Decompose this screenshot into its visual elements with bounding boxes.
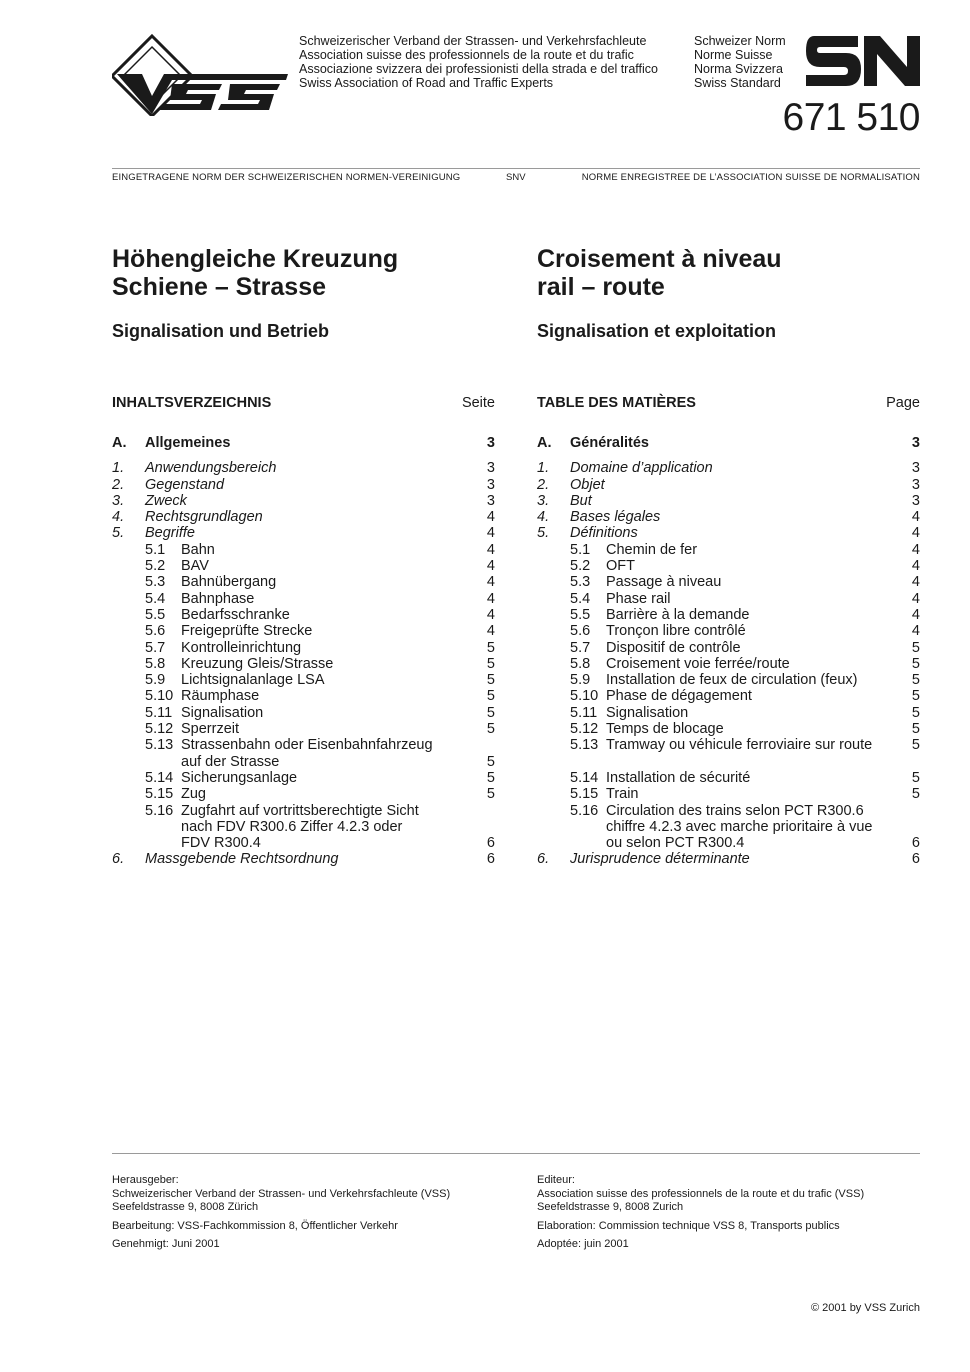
- toc-title: Freigeprüfte Strecke: [181, 623, 313, 640]
- standard-labels: [694, 34, 786, 90]
- toc-title: Massgebende Rechtsordnung: [145, 851, 339, 868]
- toc-subentry: [537, 558, 920, 574]
- toc-page-number: 5: [486, 721, 495, 738]
- toc-title: Bahnübergang: [181, 574, 277, 591]
- toc-page-number: 4: [486, 525, 495, 542]
- toc-number: 5.2: [570, 558, 591, 575]
- toc-page-label: Page: [886, 395, 920, 411]
- toc-page-number: 4: [911, 623, 920, 640]
- toc-title: OFT: [606, 558, 635, 575]
- approval-note: Adoptée: juin 2001: [537, 1238, 629, 1250]
- toc-title: Barrière à la demande: [606, 606, 750, 623]
- toc-number: 6.: [537, 851, 550, 868]
- toc-page-number: 5: [911, 688, 920, 705]
- org-line-de: Schweizerischer Verband der Strassen- und Verkehrsfachleute: [299, 34, 647, 48]
- toc-title: Sicherungsanlage: [181, 769, 298, 786]
- toc-title-line: ou selon PCT R300.4: [606, 835, 745, 852]
- toc-subentry: [112, 721, 495, 737]
- publisher-address: Seefeldstrasse 9, 8008 Zurich: [537, 1201, 684, 1213]
- toc-page-number: 6: [486, 835, 495, 852]
- toc-title-line: nach FDV R300.6 Ziffer 4.2.3 oder: [181, 818, 403, 835]
- toc-page-number: 4: [486, 606, 495, 623]
- publisher-address: Seefeldstrasse 9, 8008 Zürich: [112, 1201, 259, 1213]
- toc-number: 5.1: [145, 541, 166, 558]
- toc-number: 1.: [537, 460, 550, 477]
- toc-subentry: [112, 770, 495, 786]
- toc-subentry: [537, 786, 920, 802]
- publisher-label: Editeur:: [537, 1174, 575, 1186]
- toc-header-german: [112, 395, 495, 412]
- toc-number: 5.12: [145, 721, 174, 738]
- toc-title: [181, 737, 495, 770]
- toc-subentry: [112, 623, 495, 639]
- title-german: [112, 245, 495, 301]
- toc-number: 5.2: [145, 558, 166, 575]
- toc-page-number: 5: [911, 672, 920, 689]
- toc-subentry: [112, 542, 495, 558]
- publisher-block: [112, 1174, 502, 1215]
- toc-title: Tronçon libre contrôlé: [606, 623, 746, 640]
- toc-entry: [112, 460, 495, 476]
- toc-entry: [537, 477, 920, 493]
- toc-number: 1.: [112, 460, 125, 477]
- toc-subentry: [112, 656, 495, 672]
- toc-title: Begriffe: [145, 525, 195, 542]
- column-french: [537, 245, 920, 868]
- toc-number: 5.8: [145, 655, 166, 672]
- toc-subentry: [537, 607, 920, 623]
- toc-page-number: 4: [911, 574, 920, 591]
- toc-page-number: 4: [486, 509, 495, 526]
- toc-number: A.: [537, 435, 552, 451]
- toc-title: Définitions: [570, 525, 638, 542]
- toc-number: 5.16: [145, 802, 174, 819]
- toc-title: Lichtsignalanlage LSA: [181, 672, 325, 689]
- toc-title: Bahn: [181, 541, 215, 558]
- toc-title: [181, 803, 495, 852]
- toc-page-number: 6: [486, 851, 495, 868]
- toc-number: 2.: [112, 476, 125, 493]
- toc-header-french: [537, 395, 920, 412]
- toc-number: 5.16: [570, 802, 599, 819]
- toc-page-number: 5: [486, 753, 495, 770]
- toc-number: 5.14: [145, 769, 174, 786]
- toc-spacer: [537, 754, 920, 770]
- toc-entry: [112, 509, 495, 525]
- toc-page-number: 4: [486, 623, 495, 640]
- toc-title: Phase de dégagement: [606, 688, 752, 705]
- toc-page-number: 6: [911, 835, 920, 852]
- toc-title: Zug: [181, 786, 206, 803]
- toc-title: Signalisation: [181, 704, 264, 721]
- title-line-2: Schiene – Strasse: [112, 273, 327, 301]
- toc-number: 5.15: [145, 786, 174, 803]
- org-line-en: Swiss Association of Road and Traffic Experts: [299, 76, 554, 90]
- toc-page-number: 4: [911, 509, 920, 526]
- toc-page-number: 6: [911, 851, 920, 868]
- toc-number: 5.13: [145, 737, 174, 754]
- title-line-1: Höhengleiche Kreuzung: [112, 245, 399, 273]
- toc-number: 3.: [537, 492, 550, 509]
- toc-page-number: 4: [911, 558, 920, 575]
- standard-label-fr: Norme Suisse: [694, 48, 773, 62]
- editing-note: Bearbeitung: VSS-Fachkommission 8, Öffentlicher Verkehr: [112, 1219, 398, 1232]
- copyright: © 2001 by VSS Zurich: [811, 1302, 920, 1314]
- toc-number: 5.: [112, 525, 125, 542]
- toc-subentry: [537, 574, 920, 590]
- toc-title: Installation de feux de circulation (feux): [606, 672, 858, 689]
- toc-subentry: [537, 672, 920, 688]
- footer-german: [112, 1174, 502, 1257]
- toc-entry: [537, 509, 920, 525]
- toc-subentry: [537, 542, 920, 558]
- toc-title: Gegenstand: [145, 476, 225, 493]
- header-divider: [112, 168, 920, 169]
- organization-names: [299, 34, 658, 90]
- toc-number: 5.3: [570, 574, 591, 591]
- title-french: [537, 245, 920, 301]
- toc-number: 5.: [537, 525, 550, 542]
- toc-subentry: [537, 803, 920, 852]
- toc-section: [112, 435, 495, 451]
- toc-number: 5.9: [570, 672, 591, 689]
- toc-title: Généralités: [570, 435, 649, 451]
- toc-page-number: 5: [911, 655, 920, 672]
- toc-page-number: 4: [911, 590, 920, 607]
- toc-title: Räumphase: [181, 688, 260, 705]
- toc-subentry: [537, 705, 920, 721]
- toc-number: 5.11: [570, 704, 598, 721]
- toc-title-line: chiffre 4.2.3 avec marche prioritaire à vue: [606, 818, 873, 835]
- toc-page-number: 5: [486, 655, 495, 672]
- toc-number: 5.6: [570, 623, 591, 640]
- toc-title: Bedarfsschranke: [181, 606, 290, 623]
- toc-number: 5.10: [145, 688, 174, 705]
- toc-number: 4.: [112, 509, 125, 526]
- toc-title: But: [570, 492, 592, 509]
- toc-entry: [112, 525, 495, 541]
- toc-page-number: 5: [486, 688, 495, 705]
- toc-page-number: 5: [486, 704, 495, 721]
- toc-subentry: [112, 803, 495, 852]
- toc-subentry: [112, 737, 495, 770]
- toc-entry: [537, 525, 920, 541]
- toc-title: Temps de blocage: [606, 721, 724, 738]
- toc-number: 5.4: [570, 590, 591, 607]
- toc-subentry: [112, 672, 495, 688]
- toc-title: Train: [606, 786, 639, 803]
- toc-page-number: 5: [486, 786, 495, 803]
- toc-page-number: 3: [911, 492, 920, 509]
- toc-subentry: [112, 607, 495, 623]
- toc-section: [537, 435, 920, 451]
- toc-title: Zweck: [145, 492, 187, 509]
- subtitle-german: Signalisation und Betrieb: [112, 321, 330, 341]
- toc-page-number: 3: [486, 435, 495, 451]
- toc-page-number: 3: [486, 460, 495, 477]
- toc-title: Rechtsgrundlagen: [145, 509, 263, 526]
- toc-subentry: [537, 591, 920, 607]
- toc-title: Bahnphase: [181, 590, 255, 607]
- toc-number: 5.12: [570, 721, 599, 738]
- toc-number: 2.: [537, 476, 550, 493]
- toc-subentry: [537, 721, 920, 737]
- toc-page-number: 5: [911, 721, 920, 738]
- toc-page-number: 4: [486, 541, 495, 558]
- toc-subentry: [112, 786, 495, 802]
- toc-number: 4.: [537, 509, 550, 526]
- toc-subentry: [537, 770, 920, 786]
- toc-page-number: 4: [486, 590, 495, 607]
- toc-title: Domaine d’application: [570, 460, 713, 477]
- toc-title-line: auf der Strasse: [181, 753, 280, 770]
- toc-title: [606, 803, 920, 852]
- toc-page-number: 3: [911, 476, 920, 493]
- toc-number: 5.11: [145, 704, 173, 721]
- toc-subentry: [112, 640, 495, 656]
- toc-number: 5.8: [570, 655, 591, 672]
- toc-number: 5.15: [570, 786, 599, 803]
- toc-subentry: [537, 688, 920, 704]
- toc-page-number: 3: [911, 460, 920, 477]
- toc-subentry: [537, 737, 920, 753]
- publisher-label: Herausgeber:: [112, 1174, 179, 1186]
- toc-subentry: [112, 705, 495, 721]
- toc-entry: [537, 493, 920, 509]
- standard-label-de: Schweizer Norm: [694, 34, 786, 48]
- toc-heading: TABLE DES MATIÈRES: [537, 395, 696, 411]
- vss-logo: [112, 34, 288, 116]
- toc-entry: [537, 851, 920, 867]
- registration-text-fr: NORME ENREGISTREE DE L’ASSOCIATION SUISSE DE NORMALISATION: [581, 172, 920, 183]
- table-of-contents-french: [537, 435, 920, 868]
- toc-title: Jurisprudence déterminante: [570, 851, 750, 868]
- toc-page-number: 5: [911, 769, 920, 786]
- org-line-it: Associazione svizzera dei professionisti della strada e del traffico: [299, 62, 658, 76]
- toc-number: A.: [112, 435, 127, 451]
- toc-title: Objet: [570, 476, 605, 493]
- toc-subentry: [112, 688, 495, 704]
- toc-title: Signalisation: [606, 704, 689, 721]
- sn-logo: [806, 36, 920, 86]
- toc-title: Passage à niveau: [606, 574, 722, 591]
- toc-number: 5.6: [145, 623, 166, 640]
- column-german: [112, 245, 495, 868]
- registration-text-de: EINGETRAGENE NORM DER SCHWEIZERISCHEN NORMEN-VEREINIGUNG: [112, 172, 461, 183]
- toc-title: Croisement voie ferrée/route: [606, 655, 790, 672]
- org-line-fr: Association suisse des professionnels de la route et du trafic: [299, 48, 634, 62]
- toc-page-number: 4: [486, 558, 495, 575]
- toc-page-number: 5: [486, 639, 495, 656]
- toc-title-line: Strassenbahn oder Eisenbahnfahrzeug: [181, 737, 433, 754]
- approval-note: Genehmigt: Juni 2001: [112, 1238, 220, 1250]
- toc-title: Bases légales: [570, 509, 661, 526]
- toc-number: 5.5: [145, 606, 166, 623]
- toc-title: Tramway ou véhicule ferroviaire sur route: [606, 737, 873, 754]
- toc-number: 5.5: [570, 606, 591, 623]
- toc-page-label: Seite: [461, 395, 495, 411]
- title-line-1: Croisement à niveau: [537, 245, 782, 273]
- standard-label-it: Norma Svizzera: [694, 62, 783, 76]
- toc-title-line: FDV R300.4: [181, 835, 261, 852]
- toc-subentry: [537, 656, 920, 672]
- toc-number: 5.3: [145, 574, 166, 591]
- table-of-contents-german: [112, 435, 495, 868]
- toc-title: Kontrolleinrichtung: [181, 639, 302, 656]
- toc-entry: [112, 493, 495, 509]
- toc-number: 5.7: [570, 639, 591, 656]
- publisher-name: Schweizerischer Verband der Strassen- und Verkehrsfachleute (VSS): [112, 1187, 451, 1200]
- toc-page-number: 5: [911, 704, 920, 721]
- publisher-name: Association suisse des professionnels de la route et du trafic (VSS): [537, 1187, 865, 1200]
- toc-subentry: [112, 591, 495, 607]
- toc-title: Anwendungsbereich: [145, 460, 277, 477]
- toc-number: 5.7: [145, 639, 166, 656]
- toc-page-number: 4: [486, 574, 495, 591]
- toc-number: 5.14: [570, 769, 599, 786]
- toc-page-number: 5: [911, 639, 920, 656]
- toc-title-line: Zugfahrt auf vortrittsberechtigte Sicht: [181, 802, 419, 819]
- registration-snv: SNV: [506, 172, 526, 183]
- toc-title: Dispositif de contrôle: [606, 639, 741, 656]
- toc-number: 6.: [112, 851, 125, 868]
- norm-number: 671 510: [782, 96, 920, 139]
- toc-page-number: 5: [911, 737, 920, 754]
- toc-page-number: 3: [486, 476, 495, 493]
- toc-page-number: 3: [911, 435, 920, 451]
- toc-title: Chemin de fer: [606, 541, 698, 558]
- toc-subentry: [537, 623, 920, 639]
- toc-subentry: [112, 574, 495, 590]
- toc-subentry: [537, 640, 920, 656]
- subtitle-french: Signalisation et exploitation: [537, 321, 777, 341]
- toc-number: 5.10: [570, 688, 599, 705]
- toc-page-number: 4: [911, 525, 920, 542]
- toc-title: Kreuzung Gleis/Strasse: [181, 655, 334, 672]
- toc-title: Phase rail: [606, 590, 671, 607]
- title-line-2: rail – route: [537, 273, 665, 301]
- toc-heading: INHALTSVERZEICHNIS: [112, 395, 272, 411]
- footer-french: [537, 1174, 927, 1257]
- toc-number: 5.9: [145, 672, 166, 689]
- toc-title: Allgemeines: [145, 435, 231, 451]
- toc-title-line: Circulation des trains selon PCT R300.6: [606, 802, 864, 819]
- publisher-block: [537, 1174, 927, 1215]
- toc-page-number: 5: [911, 786, 920, 803]
- toc-entry: [112, 851, 495, 867]
- footer-divider: [112, 1153, 920, 1154]
- toc-page-number: 4: [911, 606, 920, 623]
- toc-page-number: 5: [486, 769, 495, 786]
- toc-number: 5.1: [570, 541, 591, 558]
- toc-entry: [537, 460, 920, 476]
- toc-subentry: [112, 558, 495, 574]
- toc-number: 3.: [112, 492, 125, 509]
- toc-number: 5.4: [145, 590, 166, 607]
- toc-title: Installation de sécurité: [606, 769, 751, 786]
- toc-number: 5.13: [570, 737, 599, 754]
- toc-title: Sperrzeit: [181, 721, 240, 738]
- toc-title: BAV: [181, 558, 209, 575]
- toc-page-number: 5: [486, 672, 495, 689]
- toc-page-number: 3: [486, 492, 495, 509]
- standard-label-en: Swiss Standard: [694, 76, 781, 90]
- toc-entry: [112, 477, 495, 493]
- editing-note: Elaboration: Commission technique VSS 8, Transports publics: [537, 1219, 840, 1232]
- toc-page-number: 4: [911, 541, 920, 558]
